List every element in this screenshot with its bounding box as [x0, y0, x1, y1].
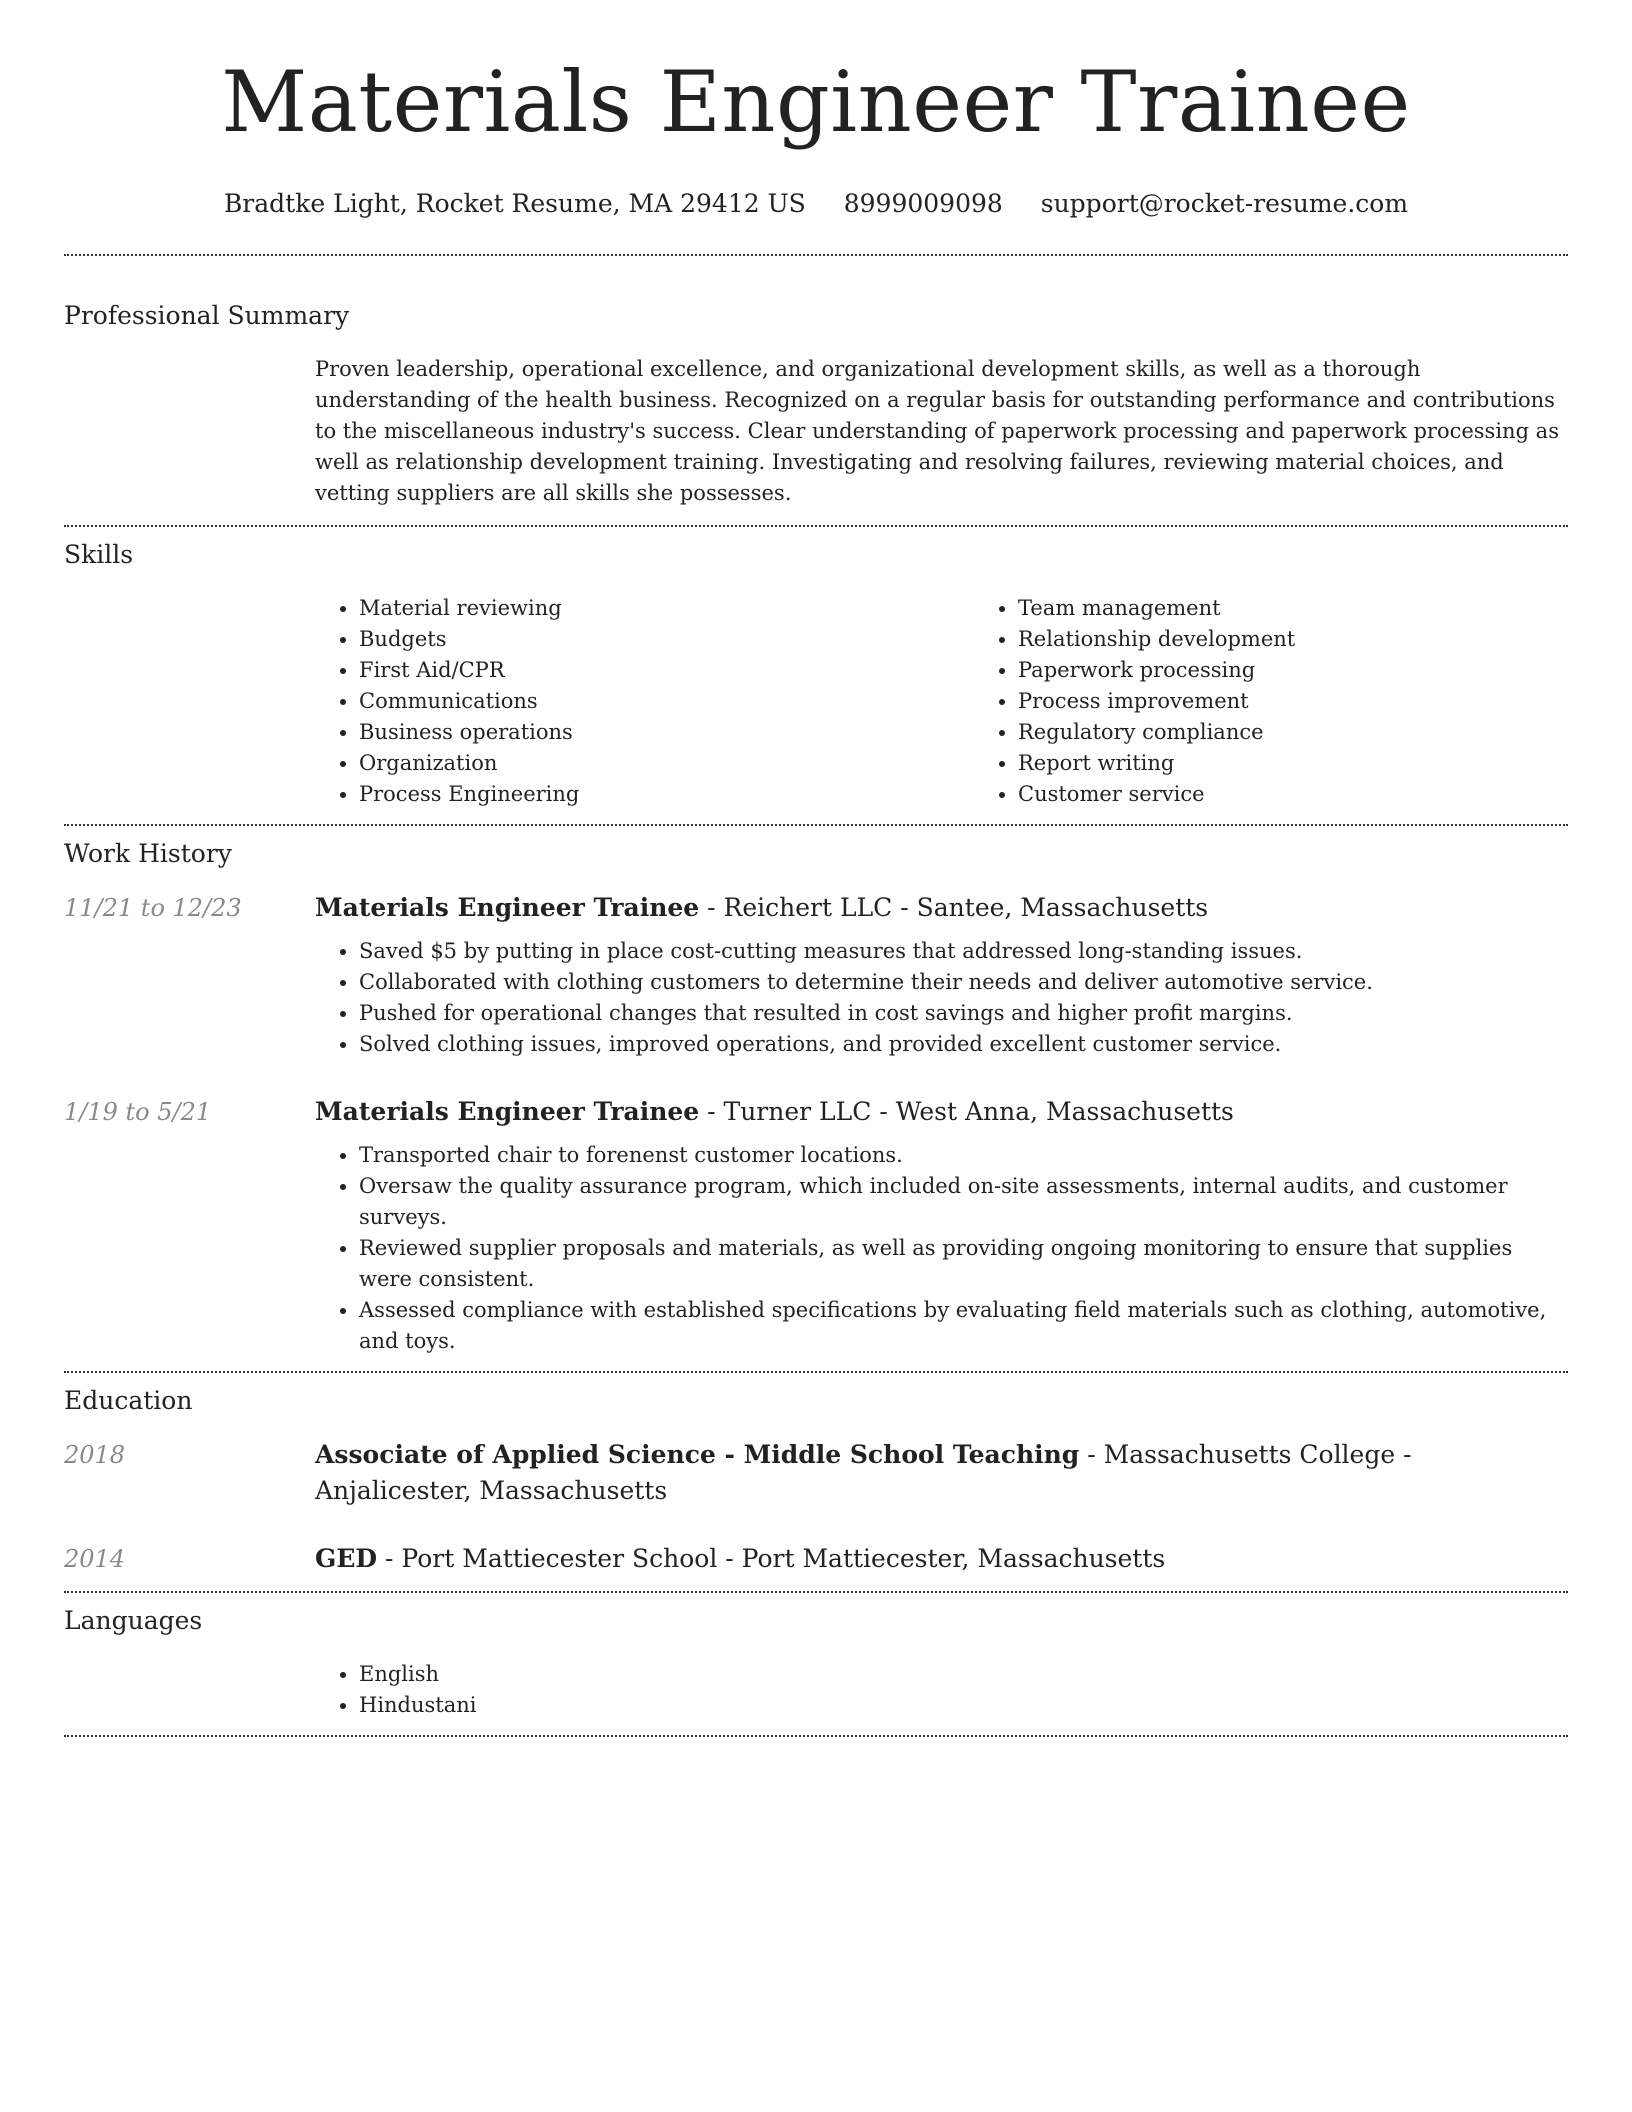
section-title-skills: Skills [64, 540, 134, 569]
list-item: • Saved $5 by putting in place cost-cutting measures that addressed long-standing issues. [359, 936, 1568, 967]
divider [64, 1735, 1568, 1737]
list-item: • Solved clothing issues, improved operations, and provided excellent customer service. [359, 1029, 1568, 1060]
resume-page [64, 0, 1568, 1737]
job-role: Materials Engineer Trainee [315, 893, 700, 922]
job-title [315, 890, 1568, 926]
work-section [64, 826, 1568, 1371]
education-entry [64, 1541, 1568, 1577]
contact-line [64, 188, 1568, 220]
job-entry [64, 1094, 1568, 1357]
list-item: • Collaborated with clothing customers to determine their needs and deliver automotive service. [359, 967, 1568, 998]
job-dates: 11/21 to 12/23 [64, 894, 242, 922]
education-degree: GED [315, 1544, 378, 1573]
skills-section [64, 527, 1568, 824]
section-title-education: Education [64, 1386, 193, 1415]
education-school: - Port Mattiecester School - Port Mattiecester, Massachusetts [377, 1544, 1166, 1573]
list-item: • Reviewed supplier proposals and materials, as well as providing ongoing monitoring to ensure that supplies were consistent. [359, 1233, 1568, 1295]
list-item: • Pushed for operational changes that resulted in cost savings and higher profit margins. [359, 998, 1568, 1029]
education-entry [64, 1437, 1568, 1509]
list-item: • Organization [359, 748, 974, 779]
education-title [315, 1437, 1568, 1509]
section-title-summary: Professional Summary [64, 301, 350, 330]
list-item: • Relationship development [1018, 624, 1632, 655]
education-degree: Associate of Applied Science - Middle School Teaching [315, 1440, 1080, 1469]
languages-list [315, 1659, 1568, 1721]
section-title-work: Work History [64, 839, 232, 868]
job-employer: - Reichert LLC - Santee, Massachusetts [699, 893, 1209, 922]
list-item: • Hindustani [359, 1690, 1568, 1721]
list-item: • Transported chair to forenenst customer locations. [359, 1140, 1568, 1171]
list-item: • Budgets [359, 624, 974, 655]
list-item: • Regulatory compliance [1018, 717, 1632, 748]
contact-address: Bradtke Light, Rocket Resume, MA 29412 US [223, 189, 806, 218]
job-bullets [315, 1140, 1568, 1357]
list-item: • Report writing [1018, 748, 1632, 779]
education-title [315, 1541, 1568, 1577]
education-year: 2018 [64, 1441, 126, 1469]
job-title [315, 1094, 1568, 1130]
list-item: • Process improvement [1018, 686, 1632, 717]
job-bullets [315, 936, 1568, 1060]
list-item: • Oversaw the quality assurance program, which included on-site assessments, internal audits, and customer surveys. [359, 1171, 1568, 1233]
list-item: • Process Engineering [359, 779, 974, 810]
list-item: • First Aid/CPR [359, 655, 974, 686]
list-item: • Assessed compliance with established specifications by evaluating field materials such as clothing, automotive, and toys. [359, 1295, 1568, 1357]
list-item: • Business operations [359, 717, 974, 748]
skills-list-left [315, 593, 974, 810]
candidate-name: Materials Engineer Trainee [221, 53, 1411, 151]
list-item: • Team management [1018, 593, 1632, 624]
skills-list-right [974, 593, 1632, 810]
list-item: • Material reviewing [359, 593, 974, 624]
list-item: • Communications [359, 686, 974, 717]
job-employer: - Turner LLC - West Anna, Massachusetts [699, 1097, 1234, 1126]
summary-section [64, 256, 1568, 525]
contact-phone: 8999009098 [843, 189, 1003, 218]
list-item: • Paperwork processing [1018, 655, 1632, 686]
list-item: • Customer service [1018, 779, 1632, 810]
summary-text: Proven leadership, operational excellence, and organizational development skills, as well as a thorough understanding of the health business. Recognized on a regular basis for outstanding performance and contributions to the miscellaneous industry's success. Clear understanding of paperwork processing and paperwork processing as well as relationship development training. Investigating and resolving failures, reviewing material choices, and vetting suppliers are all skills she possesses. [315, 357, 1559, 505]
list-item: • English [359, 1659, 1568, 1690]
section-title-languages: Languages [64, 1606, 203, 1635]
education-section [64, 1373, 1568, 1591]
job-role: Materials Engineer Trainee [315, 1097, 700, 1126]
education-year: 2014 [64, 1545, 126, 1573]
contact-email: support@rocket-resume.com [1040, 189, 1409, 218]
languages-section [64, 1593, 1568, 1735]
job-dates: 1/19 to 5/21 [64, 1098, 212, 1126]
job-entry [64, 890, 1568, 1060]
education-school: - Massachusetts College - Anjalicester, Massachusetts [315, 1440, 1412, 1505]
